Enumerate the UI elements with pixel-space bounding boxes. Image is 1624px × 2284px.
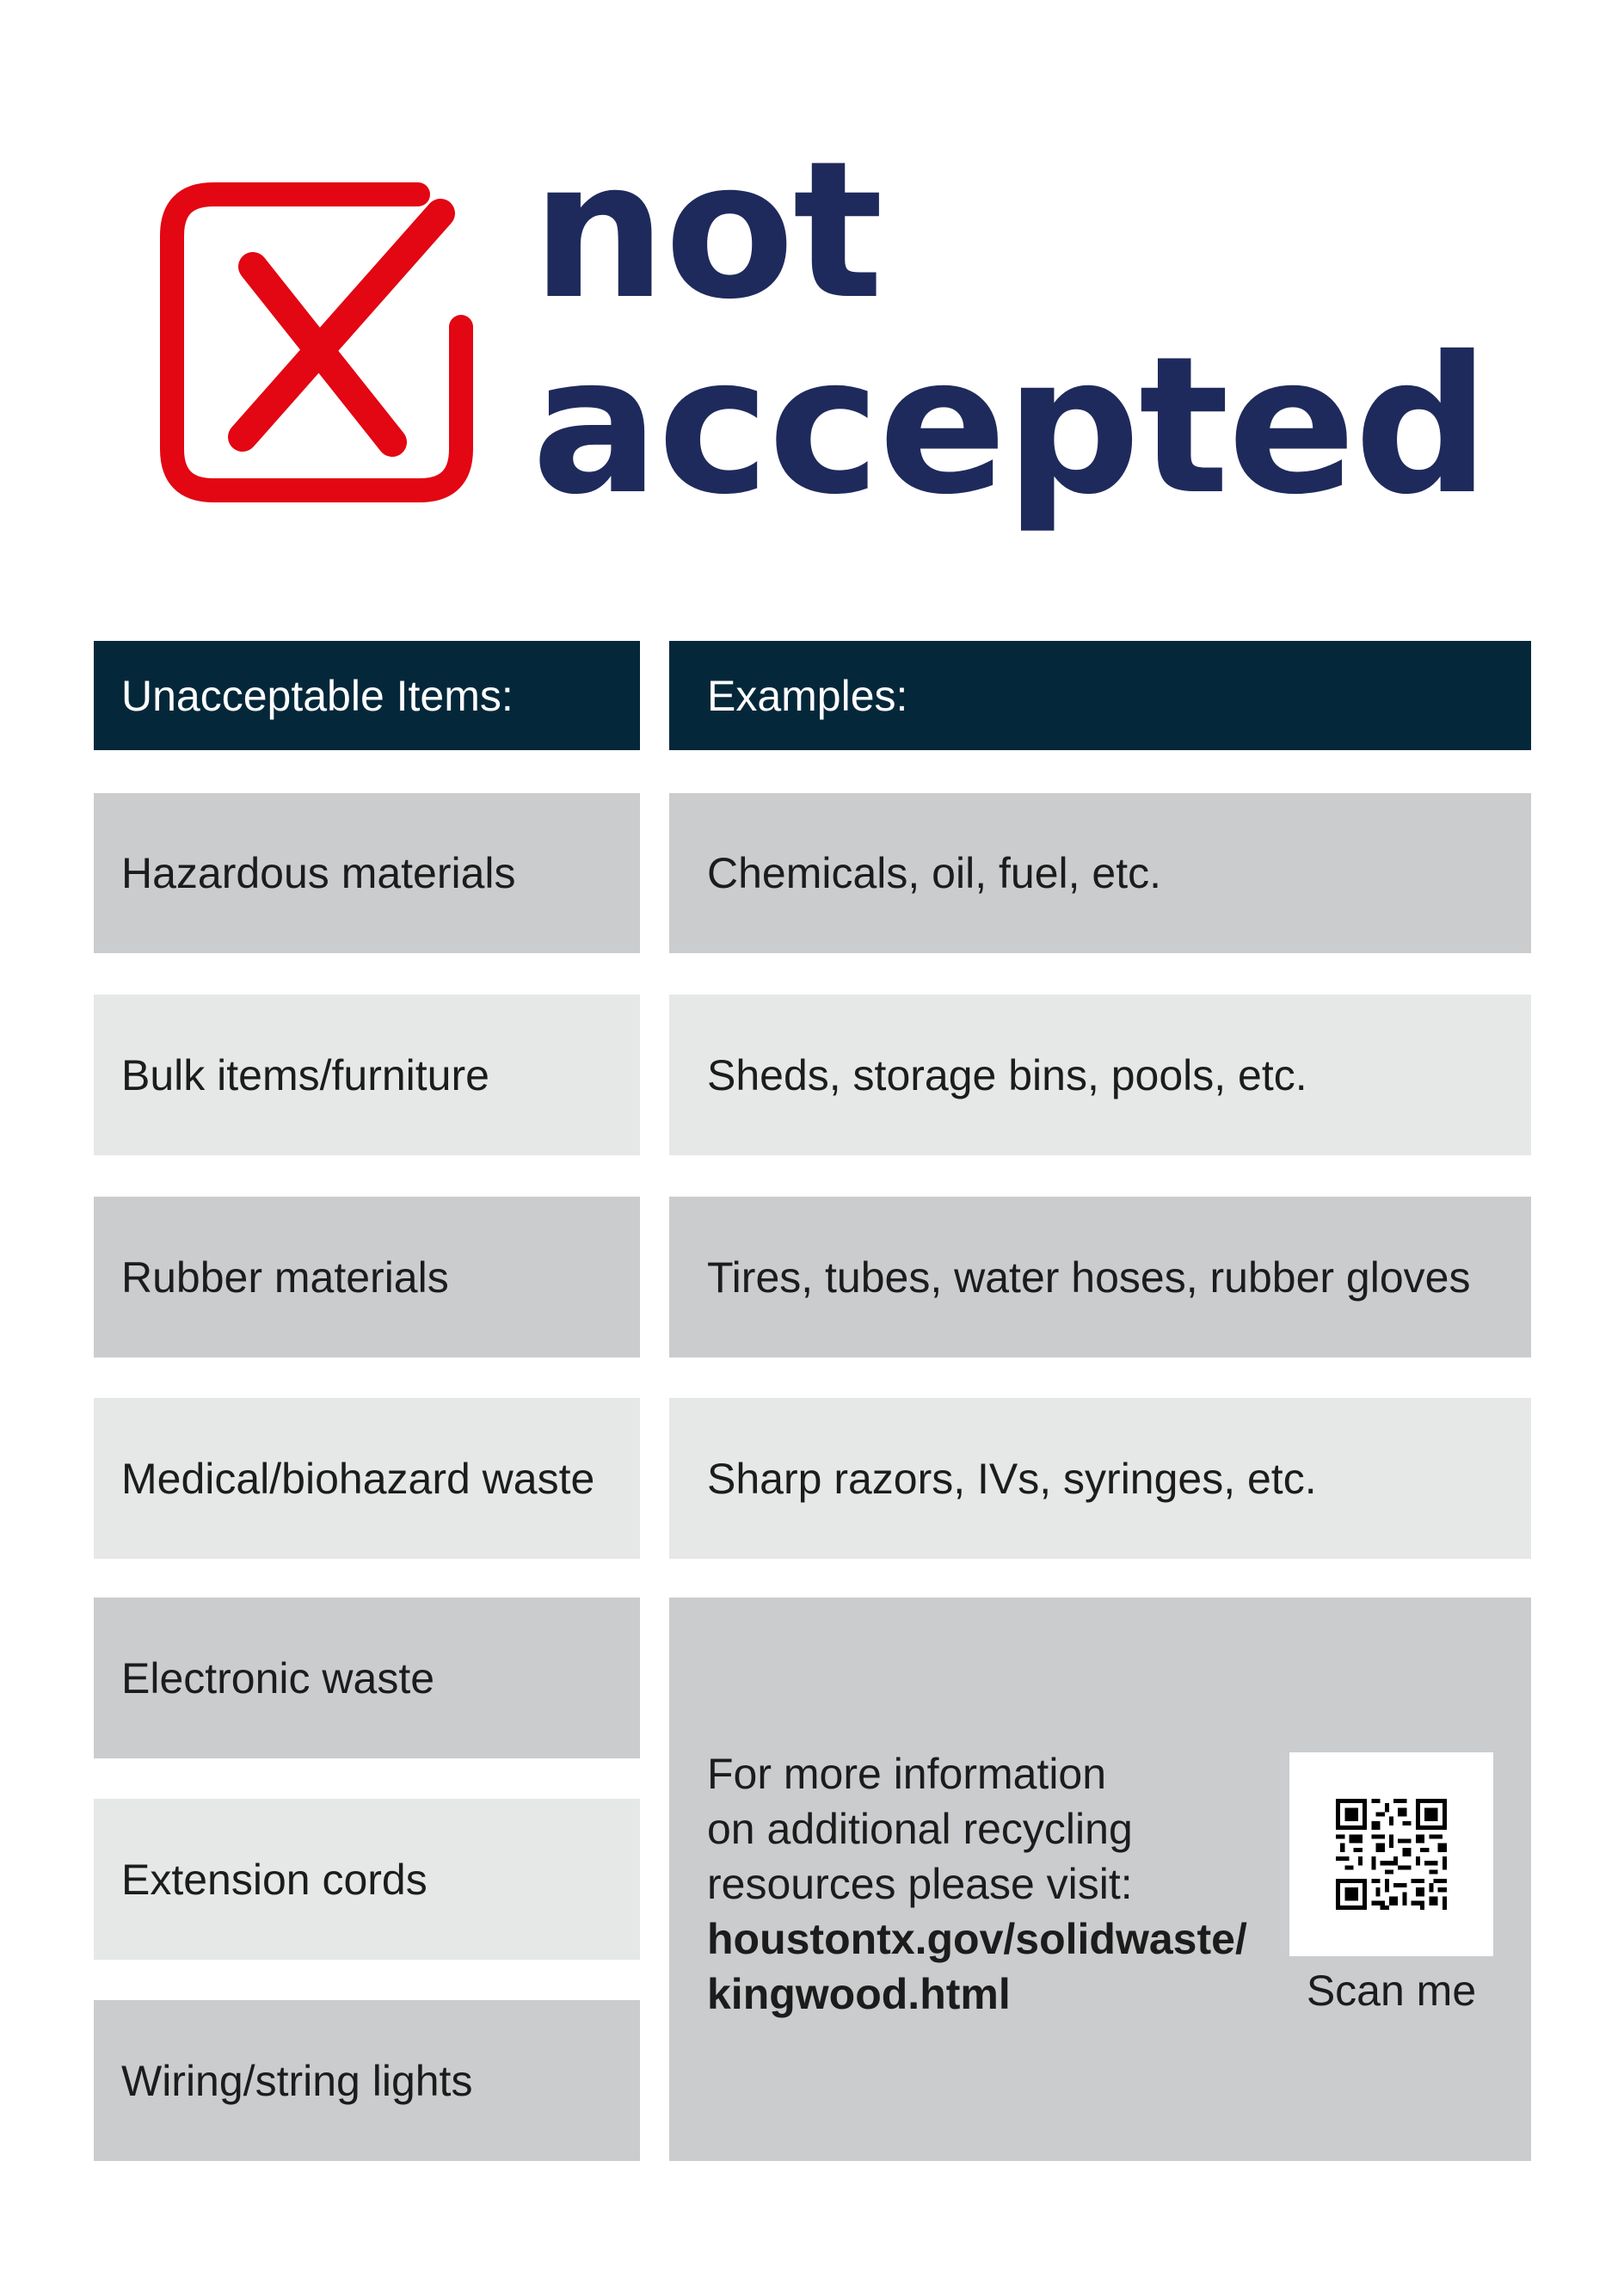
item-wiring-string-lights: Wiring/string lights <box>94 2000 640 2161</box>
info-box <box>669 1598 1531 2161</box>
item-bulk-items: Bulk items/furniture <box>94 994 640 1155</box>
crossed-checkbox-icon <box>160 182 474 502</box>
title-accepted: accepted <box>532 316 1488 536</box>
item-medical-waste: Medical/biohazard waste <box>94 1398 640 1559</box>
info-url-line-2[interactable]: kingwood.html <box>707 1970 1011 2018</box>
example-rubber-materials: Tires, tubes, water hoses, rubber gloves <box>669 1197 1531 1357</box>
info-line-1: For more information <box>707 1750 1107 1798</box>
item-rubber-materials: Rubber materials <box>94 1197 640 1357</box>
scan-me-label: Scan me <box>1306 1967 1477 2015</box>
example-bulk-items: Sheds, storage bins, pools, etc. <box>669 994 1531 1155</box>
header-unacceptable-items: Unacceptable Items: <box>94 641 640 750</box>
item-extension-cords: Extension cords <box>94 1799 640 1960</box>
item-electronic-waste: Electronic waste <box>94 1598 640 1758</box>
qr-code[interactable] <box>1289 1752 1493 1956</box>
info-line-2: on additional recycling <box>707 1805 1133 1853</box>
title-not: not <box>532 120 882 341</box>
example-hazardous-materials: Chemicals, oil, fuel, etc. <box>669 793 1531 953</box>
info-line-3: resources please visit: <box>707 1860 1133 1908</box>
qr-code-icon <box>1336 1799 1447 1910</box>
header-examples: Examples: <box>669 641 1531 750</box>
info-text <box>707 1746 1247 2022</box>
item-hazardous-materials: Hazardous materials <box>94 793 640 953</box>
example-medical-waste: Sharp razors, IVs, syringes, etc. <box>669 1398 1531 1559</box>
info-url-line-1[interactable]: houstontx.gov/solidwaste/ <box>707 1915 1247 1963</box>
